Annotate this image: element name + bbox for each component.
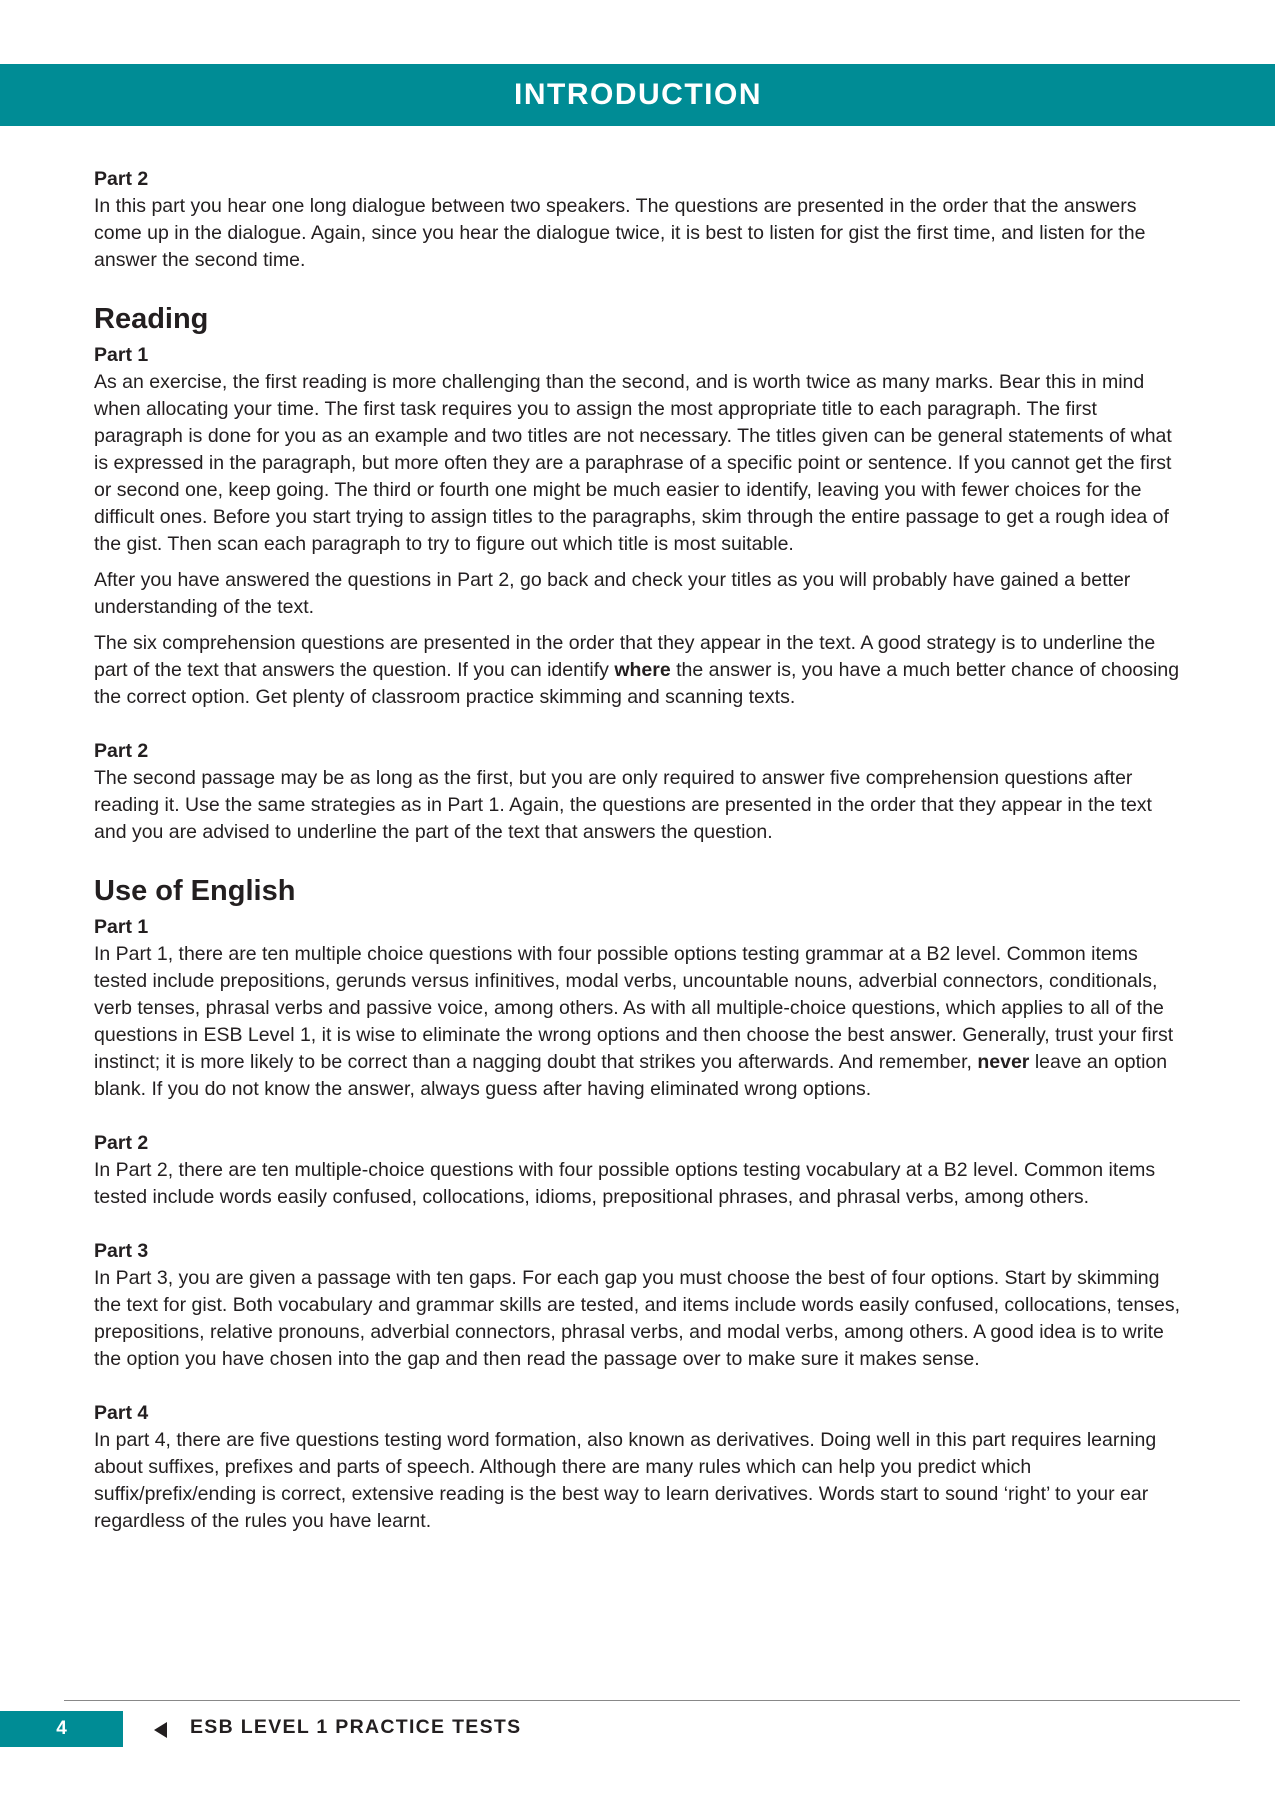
page-number-box (0, 1711, 123, 1747)
main-content (94, 166, 1184, 1535)
header-banner (0, 64, 1275, 126)
reading-part1 (94, 342, 1184, 711)
use-of-english-part4 (94, 1400, 1184, 1535)
part-label: Part 3 (94, 1240, 149, 1262)
part-label: Part 1 (94, 344, 149, 366)
paragraph: As an exercise, the first reading is more challenging than the second, and is worth twice as many marks. Bear this in mind when allocating your time. The first task requires you to assign the most appropriate title to each paragraph. The first paragraph is done for you as an example and two titles are not necessary. The titles given can be general statements of what is expressed in the paragraph, but more often they are a paraphrase of a specific point or sentence. If you cannot get the first or second one, keep going. The third or fourth one might be much easier to identify, leaving you with fewer choices for the difficult ones. Before you start trying to assign titles to the paragraphs, skim through the entire passage to get a rough idea of the gist. Then scan each paragraph to try to figure out which title is most suitable. (94, 371, 1172, 555)
use-of-english-section (94, 874, 1184, 1535)
paragraph (94, 630, 1184, 711)
paragraph: In part 4, there are five questions testing word formation, also known as derivatives. Doing well in this part requires learning about suffixes, prefixes and parts of speech. Although there are many rules which can help you predict which suffix/prefix/ending is correct, extensive reading is the best way to learn derivatives. Words start to sound ‘right’ to your ear regardless of the rules you have learnt. (94, 1429, 1157, 1532)
text-run: leave an option blank. If you do not know the answer, always guess after having eliminated wrong options. (94, 1051, 1168, 1100)
paragraph: In Part 2, there are ten multiple-choice questions with four possible options testing vocabulary at a B2 level. Common items tested include words easily confused, collocations, idioms, prepositional phrases, and phrasal verbs, among others. (94, 1159, 1156, 1208)
emphasis-where: where (614, 659, 671, 681)
paragraph: In this part you hear one long dialogue between two speakers. The questions are presented in the order that the answers come up in the dialogue. Again, since you hear the dialogue twice, it is best to listen for gist the first time, and listen for the answer the second time. (94, 195, 1146, 271)
text-run: The six comprehension questions are presented in the order that they appear in the text. A good strategy is to underline the part of the text that answers the question. If you can identify (94, 632, 1156, 681)
part-label: Part 1 (94, 916, 149, 938)
triangle-left-icon (154, 1722, 167, 1738)
paragraph: In Part 3, you are given a passage with ten gaps. For each gap you must choose the best of four options. Start by skimming the text for gist. Both vocabulary and grammar skills are tested, and items include words easily confused, collocations, tenses, prepositions, relative pronouns, adverbial connectors, phrasal verbs, and modal verbs, among others. A good idea is to write the option you have chosen into the gap and then read the passage over to make sure it makes sense. (94, 1267, 1181, 1370)
use-of-english-part1 (94, 914, 1184, 1103)
footer-divider (64, 1700, 1240, 1701)
paragraph (94, 941, 1184, 1103)
listening-part2 (94, 166, 1184, 274)
reading-section (94, 302, 1184, 846)
text-run: the answer is, you have a much better chance of choosing the correct option. Get plenty of classroom practice skimming and scanning texts. (94, 659, 1180, 708)
text-run: In Part 1, there are ten multiple choice questions with four possible options testing grammar at a B2 level. Common items tested include prepositions, gerunds versus infinitives, modal verbs, uncountable nouns, adverbial connectors, conditionals, verb tenses, phrasal verbs and passive voice, among others. As with all multiple-choice questions, which applies to all of the questions in ESB Level 1, it is wise to eliminate the wrong options and then choose the best answer. Generally, trust your first instinct; it is more likely to be correct than a nagging doubt that strikes you afterwards. And remember, (94, 943, 1174, 1073)
part-label: Part 2 (94, 740, 149, 762)
use-of-english-part2 (94, 1130, 1184, 1211)
page-number: 4 (56, 1718, 67, 1739)
part-label: Part 2 (94, 1132, 149, 1154)
footer-book-title: ESB LEVEL 1 PRACTICE TESTS (190, 1716, 522, 1738)
section-heading-use-of-english: Use of English (94, 875, 296, 907)
part-label: Part 4 (94, 1402, 149, 1424)
page-title: INTRODUCTION (514, 78, 762, 111)
reading-part2 (94, 738, 1184, 846)
use-of-english-part3 (94, 1238, 1184, 1373)
emphasis-never: never (977, 1051, 1030, 1073)
section-heading-reading: Reading (94, 303, 209, 335)
part-label: Part 2 (94, 168, 149, 190)
paragraph: After you have answered the questions in Part 2, go back and check your titles as you will probably have gained a better understanding of the text. (94, 569, 1131, 618)
paragraph: The second passage may be as long as the first, but you are only required to answer five comprehension questions after reading it. Use the same strategies as in Part 1. Again, the questions are presented in the order that they appear in the text and you are advised to underline the part of the text that answers the question. (94, 767, 1152, 843)
